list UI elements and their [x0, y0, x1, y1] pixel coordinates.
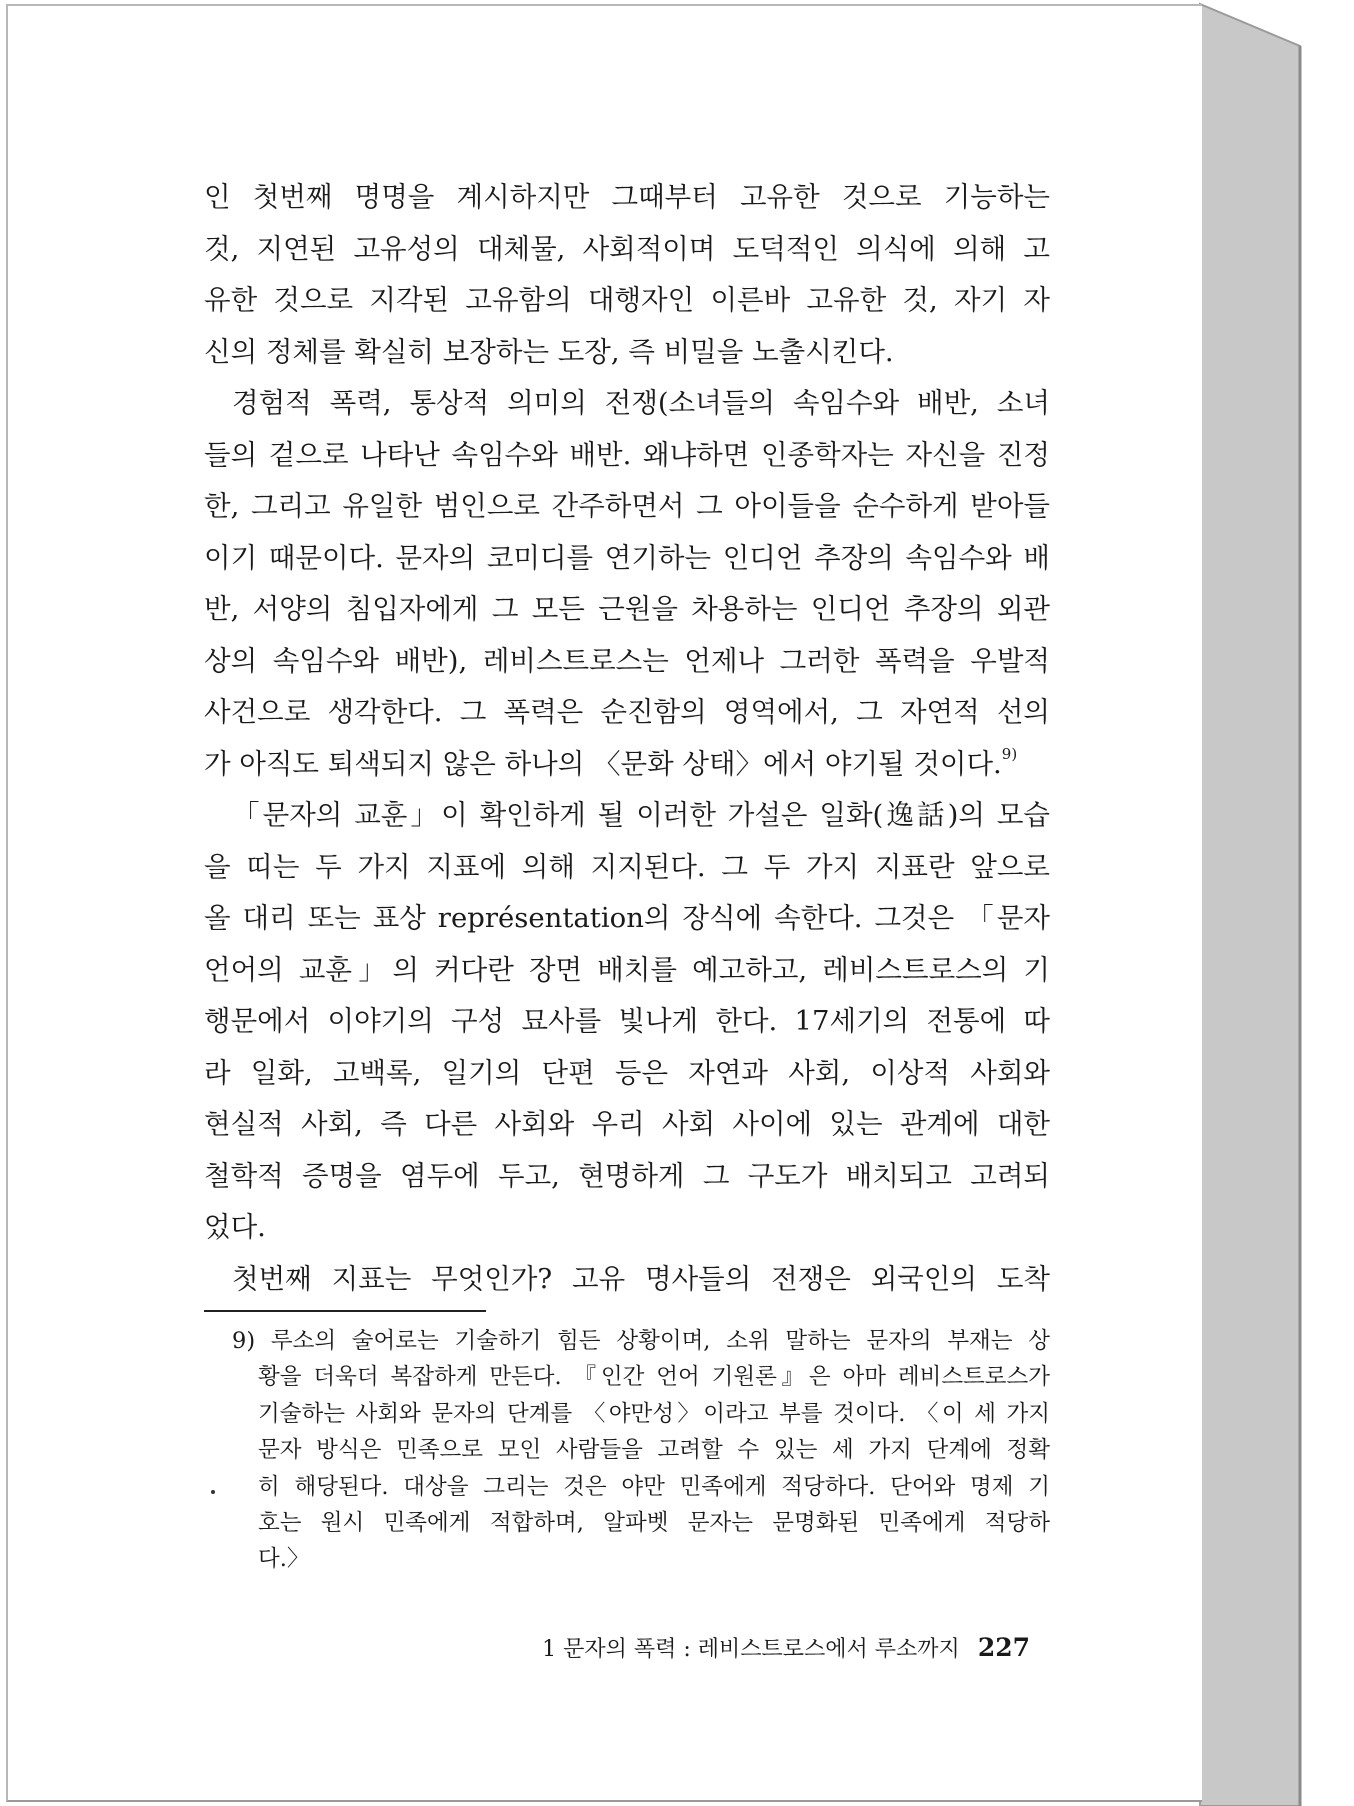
body-line: 들의 겉으로 나타난 속임수와 배반. 왜냐하면 인종학자는 자신을 진정	[204, 438, 1050, 471]
body-line: 「문자의 교훈」이 확인하게 될 이러한 가설은 일화(逸話)의 모습	[232, 799, 1050, 831]
body-line: 신의 정체를 확실히 보장하는 도장, 즉 비밀을 노출시킨다.	[204, 335, 894, 368]
body-line: 것, 지연된 고유성의 대체물, 사회적이며 도덕적인 의식에 의해 고	[204, 232, 1050, 265]
body-line: 을 띠는 두 가지 지표에 의해 지지된다. 그 두 가지 지표란 앞으로	[204, 850, 1050, 883]
body-line-text: 가 아직도 퇴색되지 않은 하나의 〈문화 상태〉에서 야기될 것이다.	[204, 747, 1002, 780]
footnote-divider	[204, 1310, 486, 1312]
chapter-title: 1 문자의 폭력 : 레비스트로스에서 루소까지	[542, 1637, 960, 1662]
page-number: 227	[977, 1633, 1030, 1662]
body-line: 었다.	[204, 1211, 266, 1243]
footnote-line: 히 해당된다. 대상을 그리는 것은 야만 민족에게 적당하다. 단어와 명제 기	[258, 1473, 1050, 1500]
body-line: 첫번째 지표는 무엇인가? 고유 명사들의 전쟁은 외국인의 도착	[232, 1262, 1050, 1295]
footnote-reference: 9)	[1001, 744, 1018, 763]
footnote-line-text: 루소의 술어로는 기술하기 힘든 상황이며, 소위 말하는 문자의 부재는 상	[270, 1328, 1050, 1354]
body-line: 반, 서양의 침입자에게 그 모든 근원을 차용하는 인디언 추장의 외관	[204, 593, 1050, 625]
body-line: 행문에서 이야기의 구성 묘사를 빛나게 한다. 17세기의 전통에 따	[204, 1005, 1050, 1037]
body-line: 유한 것으로 지각된 고유함의 대행자인 이른바 고유한 것, 자기 자	[204, 284, 1050, 316]
scan-speck	[211, 1490, 215, 1494]
body-line: 올 대리 또는 표상 représentation의 장식에 속한다. 그것은 「문자	[204, 902, 1050, 934]
footnote-number: 9)	[232, 1328, 256, 1354]
body-line: 사건으로 생각한다. 그 폭력은 순진함의 영역에서, 그 자연적 선의	[204, 696, 1050, 728]
footnote-line: 황을 더욱더 복잡하게 만든다. 『인간 언어 기원론』은 아마 레비스트로스가	[258, 1364, 1050, 1391]
footnote	[232, 1323, 1050, 1578]
footnote-line: 호는 원시 민족에게 적합하며, 알파벳 문자는 문명화된 민족에게 적당하	[258, 1509, 1050, 1536]
body-line: 이기 때문이다. 문자의 코미디를 연기하는 인디언 추장의 속임수와 배	[204, 541, 1050, 574]
footnote-line: 문자 방식은 민족으로 모인 사람들을 고려할 수 있는 세 가지 단계에 정확	[258, 1437, 1050, 1464]
book-side-thickness	[1200, 4, 1300, 1806]
body-line-with-footnote-ref	[204, 739, 1050, 791]
footnote-first-line	[232, 1323, 1050, 1359]
footnote-line: 다.〉	[258, 1546, 310, 1573]
body-line: 한, 그리고 유일한 범인으로 간주하면서 그 아이들을 순수하게 받아들	[204, 490, 1050, 522]
body-text	[204, 172, 1050, 1305]
body-line: 현실적 사회, 즉 다른 사회와 우리 사회 사이에 있는 관계에 대한	[204, 1108, 1050, 1140]
body-line: 언어의 교훈」의 커다란 장면 배치를 예고하고, 레비스트로스의 기	[204, 953, 1050, 986]
footnote-line: 기술하는 사회와 문자의 단계를 〈야만성〉이라고 부를 것이다. 〈이 세 가지	[258, 1400, 1050, 1427]
body-line: 상의 속임수와 배반), 레비스트로스는 언제나 그러한 폭력을 우발적	[204, 644, 1050, 677]
body-line: 인 첫번째 명명을 계시하지만 그때부터 고유한 것으로 기능하는	[204, 181, 1050, 213]
body-line: 라 일화, 고백록, 일기의 단편 등은 자연과 사회, 이상적 사회와	[204, 1056, 1050, 1089]
running-footer	[500, 1628, 1030, 1670]
body-line: 철학적 증명을 염두에 두고, 현명하게 그 구도가 배치되고 고려되	[204, 1159, 1050, 1192]
body-line: 경험적 폭력, 통상적 의미의 전쟁(소녀들의 속임수와 배반, 소녀	[232, 387, 1050, 419]
